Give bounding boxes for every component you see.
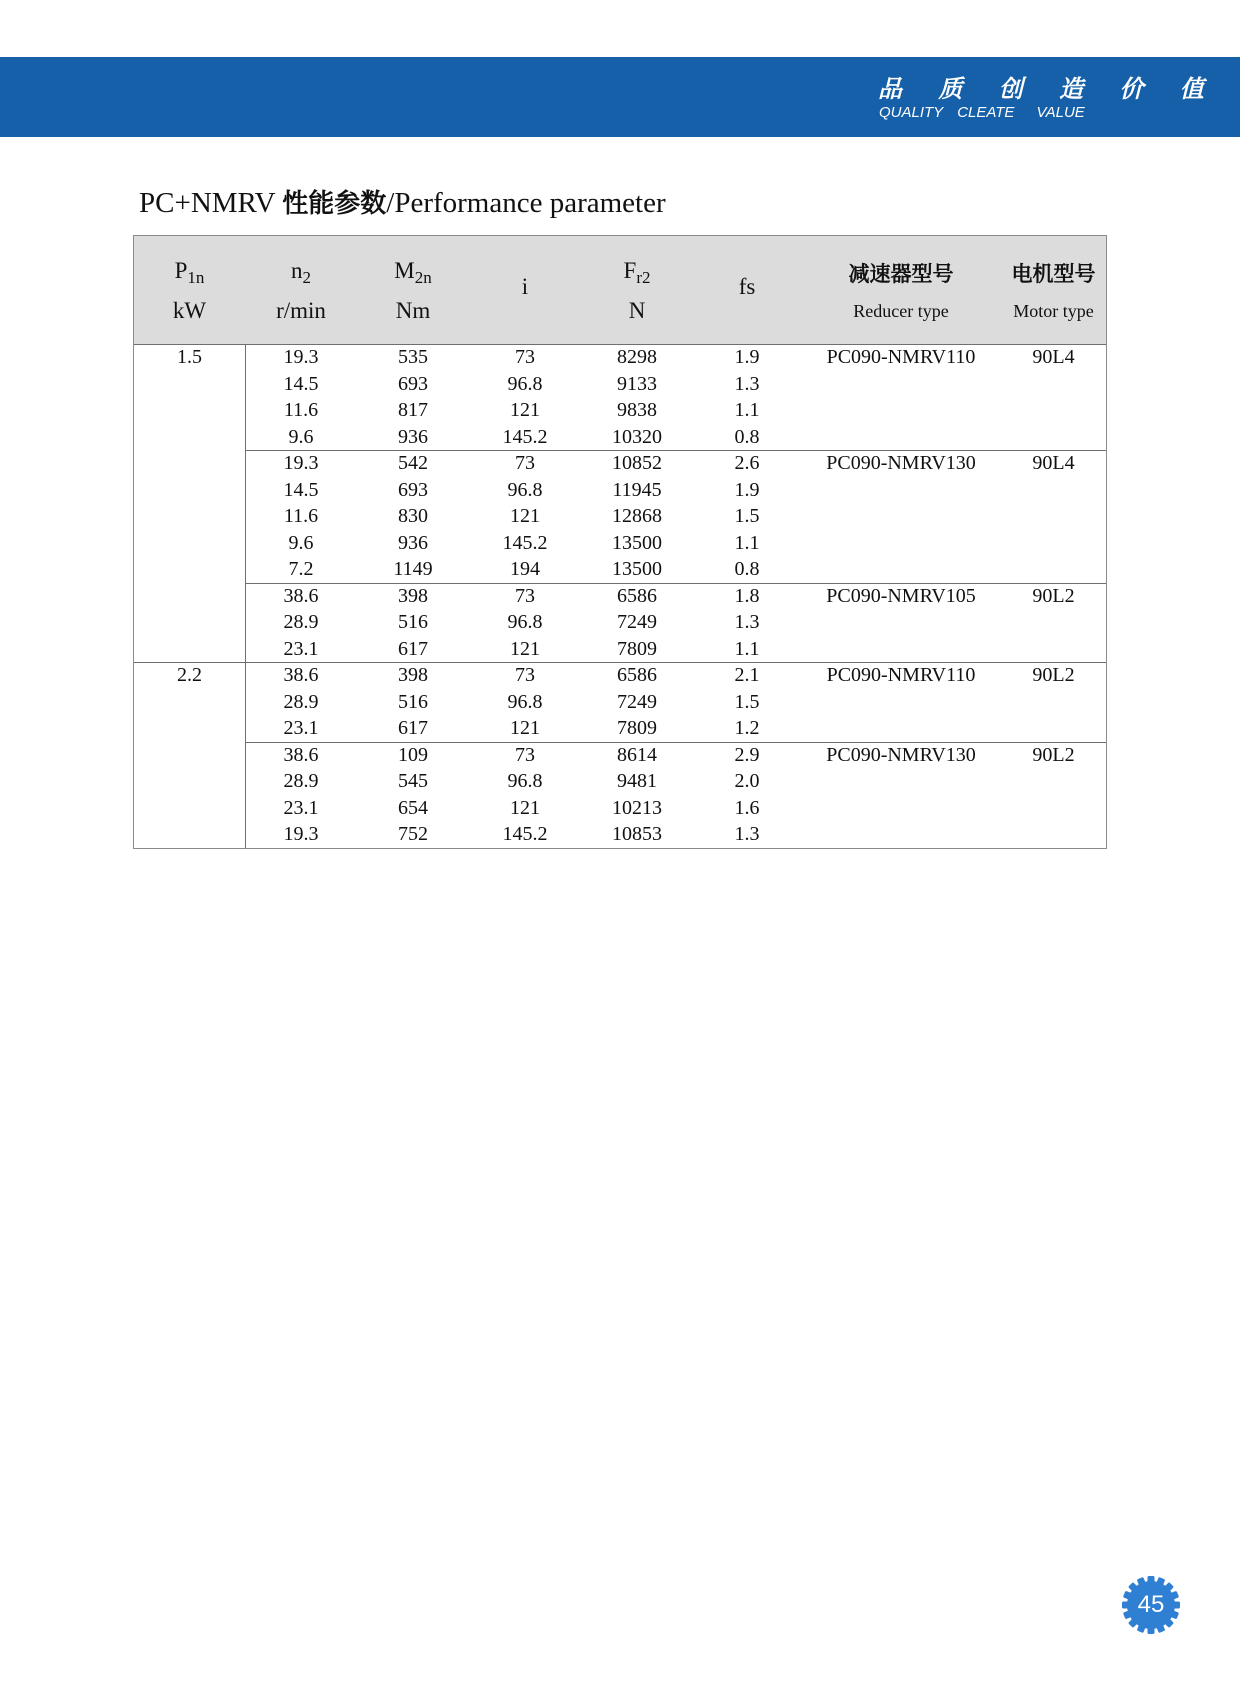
cell-fs: 1.5 — [734, 505, 760, 527]
header-n2 — [245, 236, 357, 344]
cell-i: 121 — [510, 717, 540, 739]
cell-m2n: 398 — [398, 584, 428, 607]
cell-fr2: 11945 — [612, 478, 662, 501]
cell-m2n: 545 — [398, 770, 428, 792]
cell-fs: 1.2 — [734, 717, 760, 739]
cell-m2n: 617 — [398, 637, 428, 660]
slogan-en — [879, 104, 1099, 121]
cell-i: 145.2 — [502, 823, 548, 845]
cell-fr2: 8298 — [617, 346, 657, 368]
cell-fs: 1.3 — [734, 823, 760, 845]
cell-reducer-type: PC090-NMRV130 — [826, 452, 976, 474]
cell-i: 73 — [515, 452, 535, 474]
table-row — [134, 397, 1106, 424]
cell-fr2: 6586 — [617, 664, 657, 686]
cell-n2: 9.6 — [288, 425, 314, 448]
cell-i: 96.8 — [507, 690, 543, 713]
cell-n2: 38.6 — [283, 584, 319, 607]
table-row — [134, 715, 1106, 742]
cell-m2n: 535 — [398, 346, 428, 368]
cell-i: 96.8 — [507, 770, 543, 792]
cell-n2: 28.9 — [283, 611, 319, 633]
cell-fr2: 10853 — [612, 823, 662, 845]
slogan-cn: 品 质 创 造 价 值 — [878, 75, 1218, 103]
page-title — [139, 183, 666, 220]
cell-motor-type: 90L2 — [1032, 664, 1075, 686]
table-row — [134, 450, 1106, 477]
cell-reducer-type: PC090-NMRV105 — [826, 584, 976, 607]
table-row — [134, 662, 1106, 689]
cell-fs: 2.9 — [734, 743, 760, 766]
header-reducer — [801, 236, 1001, 344]
cell-fr2: 7809 — [617, 637, 657, 660]
header-fs-label: fs — [738, 274, 756, 299]
slogan-en-word: QUALITY — [879, 104, 944, 121]
cell-fr2: 7249 — [617, 611, 657, 633]
cell-i: 73 — [515, 664, 535, 686]
cell-fr2: 6586 — [617, 584, 657, 607]
cell-fs: 1.5 — [734, 690, 760, 713]
table-row — [134, 556, 1106, 583]
cell-fs: 0.8 — [734, 558, 760, 580]
table-row — [134, 609, 1106, 636]
header-p1n-base: P — [174, 258, 188, 283]
cell-i: 96.8 — [507, 611, 543, 633]
cell-n2: 11.6 — [283, 399, 319, 421]
cell-i: 121 — [510, 796, 540, 819]
header-p1n-sub: 1n — [187, 268, 205, 287]
cell-power: 1.5 — [177, 346, 202, 368]
cell-fs: 1.9 — [734, 346, 760, 368]
header-fr2 — [581, 236, 693, 344]
cell-motor-type: 90L2 — [1032, 584, 1075, 607]
page-number: 45 — [1137, 1591, 1165, 1618]
header-banner — [0, 57, 1240, 137]
header-reducer-cn: 减速器型号 — [848, 262, 954, 286]
cell-fr2: 9133 — [617, 372, 657, 395]
table-row — [134, 371, 1106, 398]
table-row — [134, 424, 1106, 451]
cell-m2n: 693 — [398, 478, 428, 501]
table-row — [134, 636, 1106, 663]
cell-fr2: 10320 — [612, 425, 662, 448]
header-i-label: i — [521, 274, 529, 299]
cell-i: 121 — [510, 399, 540, 421]
header-m2n-base: M — [394, 258, 415, 283]
cell-n2: 28.9 — [283, 690, 319, 713]
table-row — [134, 583, 1106, 610]
cell-i: 96.8 — [507, 478, 543, 501]
cell-reducer-type: PC090-NMRV110 — [826, 664, 976, 686]
cell-fr2: 7809 — [617, 717, 657, 739]
header-motor — [1001, 236, 1106, 344]
cell-m2n: 752 — [398, 823, 428, 845]
header-n2-unit: r/min — [276, 298, 326, 323]
cell-fr2: 13500 — [612, 531, 662, 554]
cell-fr2: 10213 — [612, 796, 662, 819]
header-i — [469, 236, 581, 344]
cell-m2n: 617 — [398, 717, 428, 739]
page-number-badge — [1119, 1573, 1183, 1637]
table-row — [134, 795, 1106, 822]
cell-fs: 1.6 — [734, 796, 760, 819]
cell-n2: 19.3 — [283, 346, 319, 368]
cell-n2: 14.5 — [283, 478, 319, 501]
cell-m2n: 936 — [398, 531, 428, 554]
cell-fr2: 8614 — [617, 743, 657, 766]
title-suffix: /Performance parameter — [386, 187, 666, 219]
cell-reducer-type: PC090-NMRV130 — [826, 743, 976, 766]
cell-n2: 23.1 — [283, 796, 319, 819]
cell-i: 145.2 — [502, 425, 548, 448]
cell-m2n: 936 — [398, 425, 428, 448]
cell-m2n: 398 — [398, 664, 428, 686]
header-m2n — [357, 236, 469, 344]
cell-fr2: 9838 — [617, 399, 657, 421]
cell-n2: 14.5 — [283, 372, 319, 395]
header-reducer-en: Reducer type — [853, 301, 949, 321]
cell-n2: 38.6 — [283, 664, 319, 686]
cell-i: 121 — [510, 637, 540, 660]
slogan-en-word: VALUE — [1036, 104, 1085, 121]
cell-n2: 11.6 — [283, 505, 319, 527]
cell-i: 73 — [515, 346, 535, 368]
cell-n2: 38.6 — [283, 743, 319, 766]
title-prefix: PC+NMRV — [139, 187, 283, 219]
title-cn: 性能参数 — [282, 189, 387, 219]
table-row — [134, 477, 1106, 504]
cell-fr2: 9481 — [617, 770, 657, 792]
table-row — [134, 530, 1106, 557]
cell-fs: 0.8 — [734, 425, 760, 448]
table-row — [134, 821, 1106, 848]
cell-n2: 9.6 — [288, 531, 314, 554]
cell-m2n: 654 — [398, 796, 428, 819]
cell-fs: 1.1 — [734, 531, 760, 554]
header-fr2-sub: r2 — [636, 268, 651, 287]
cell-motor-type: 90L4 — [1032, 452, 1075, 474]
cell-i: 73 — [515, 584, 535, 607]
table-row — [134, 503, 1106, 530]
cell-i: 194 — [510, 558, 540, 580]
cell-fr2: 7249 — [617, 690, 657, 713]
table-row — [134, 689, 1106, 716]
cell-m2n: 542 — [398, 452, 428, 474]
cell-m2n: 109 — [398, 743, 428, 766]
header-m2n-sub: 2n — [414, 268, 432, 287]
cell-i: 121 — [510, 505, 540, 527]
header-motor-en: Motor type — [1013, 301, 1094, 321]
cell-fr2: 13500 — [612, 558, 662, 580]
cell-i: 145.2 — [502, 531, 548, 554]
cell-motor-type: 90L4 — [1032, 346, 1075, 368]
cell-n2: 23.1 — [283, 637, 319, 660]
cell-fs: 1.8 — [734, 584, 760, 607]
cell-m2n: 516 — [398, 690, 428, 713]
header-n2-base: n — [291, 258, 303, 283]
cell-reducer-type: PC090-NMRV110 — [826, 346, 976, 368]
header-fs — [693, 236, 801, 344]
header-fr2-unit: N — [628, 298, 646, 323]
header-n2-sub: 2 — [302, 268, 311, 287]
cell-n2: 28.9 — [283, 770, 319, 792]
table-row — [134, 768, 1106, 795]
cell-n2: 23.1 — [283, 717, 319, 739]
performance-table — [133, 235, 1107, 849]
table-row — [134, 742, 1106, 769]
cell-m2n: 1149 — [393, 558, 433, 580]
cell-m2n: 693 — [398, 372, 428, 395]
cell-n2: 19.3 — [283, 823, 319, 845]
header-fr2-base: F — [623, 258, 637, 283]
cell-i: 96.8 — [507, 372, 543, 395]
cell-n2: 7.2 — [288, 558, 314, 580]
table-header — [134, 236, 1106, 345]
cell-m2n: 830 — [398, 505, 428, 527]
cell-fs: 2.0 — [734, 770, 760, 792]
cell-m2n: 516 — [398, 611, 428, 633]
cell-fs: 1.3 — [734, 372, 760, 395]
cell-fr2: 10852 — [612, 452, 662, 474]
table-row — [134, 344, 1106, 371]
cell-fs: 1.9 — [734, 478, 760, 501]
cell-fs: 2.1 — [734, 664, 760, 686]
header-p1n-unit: kW — [172, 298, 207, 323]
cell-fs: 2.6 — [734, 452, 760, 474]
header-m2n-unit: Nm — [395, 298, 431, 323]
cell-m2n: 817 — [398, 399, 428, 421]
cell-i: 73 — [515, 743, 535, 766]
cell-fs: 1.1 — [734, 637, 760, 660]
header-p1n — [134, 236, 245, 344]
cell-power: 2.2 — [177, 664, 202, 686]
cell-fr2: 12868 — [612, 505, 662, 527]
cell-n2: 19.3 — [283, 452, 319, 474]
slogan-en-word: CLEATE — [957, 104, 1015, 121]
header-motor-cn: 电机型号 — [1011, 262, 1096, 286]
cell-motor-type: 90L2 — [1032, 743, 1075, 766]
cell-fs: 1.3 — [734, 611, 760, 633]
cell-fs: 1.1 — [734, 399, 760, 421]
